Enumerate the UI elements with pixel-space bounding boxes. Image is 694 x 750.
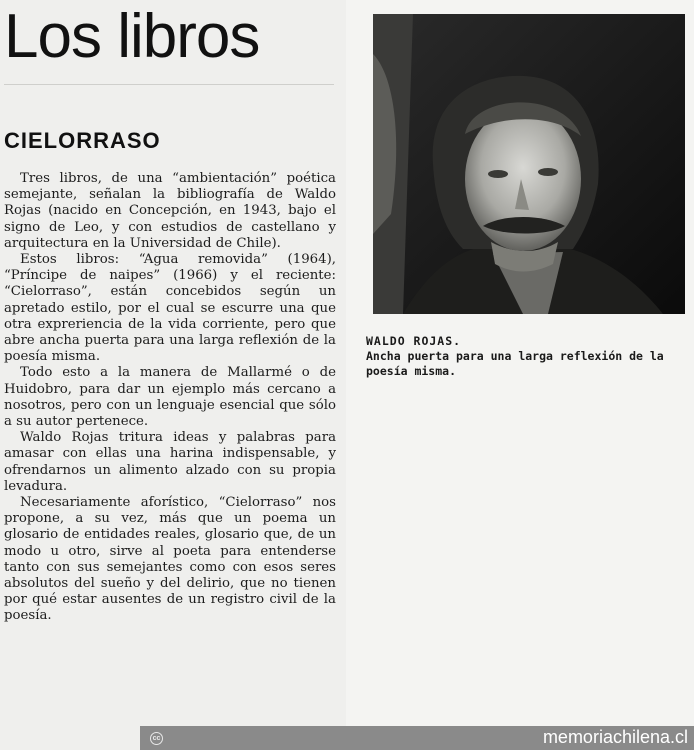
article-column [0,0,346,750]
author-photo [373,14,685,314]
caption-text: Ancha puerta para una larga reflexión de la poesía misma. [366,349,664,378]
caption-name: WALDO ROJAS. [366,334,462,348]
section-title: CIELORRASO [4,128,161,153]
paragraph-4: Waldo Rojas tritura ideas y palabras para amasar con ellas una harina indispensable, y ofrendarnos un alimento alzado con su propia levadura. [4,430,336,494]
article-body [4,171,336,625]
paragraph-1: Tres libros, de una “ambientación” poética semejante, señalan la bibliografía de Waldo Rojas (nacido en Concepción, en 1943, bajo el signo de Leo, y con estudios de castellano y arquitectura en la Universidad de Chile). [4,171,336,251]
headline: Los libros [4,2,260,71]
portrait-illustration [373,14,685,314]
watermark: memoriachilena.cl [542,727,688,747]
paragraph-5: Necesariamente aforístico, “Cielorraso” nos propone, a su vez, más que un poema un glosario de entidades reales, glosario que, de un modo u otro, sirve al poeta para entenderse tanto con sus semejantes como con esos seres absolutos del sueño y del delirio, que no tienen por qué estar ausentes de un registro civil de la poesía. [4,495,336,624]
paragraph-3: Todo esto a la manera de Mallarmé o de Huidobro, para dar un ejemplo más cercano a nosotros, pero con un lenguaje esencial que sólo a su autor pertenece. [4,365,336,430]
divider [4,84,334,85]
cc-icon: cc [150,732,163,745]
photo-caption [366,334,686,379]
paragraph-2: Estos libros: “Agua removida” (1964), “Príncipe de naipes” (1966) y el reciente: “Cielorraso”, están concebidos según un apretado estilo, por el cual se escurre una que otra expreriencia de la vida corriente, pero que abre ancha puerta para una larga reflexión de la poesía misma. [4,252,336,365]
